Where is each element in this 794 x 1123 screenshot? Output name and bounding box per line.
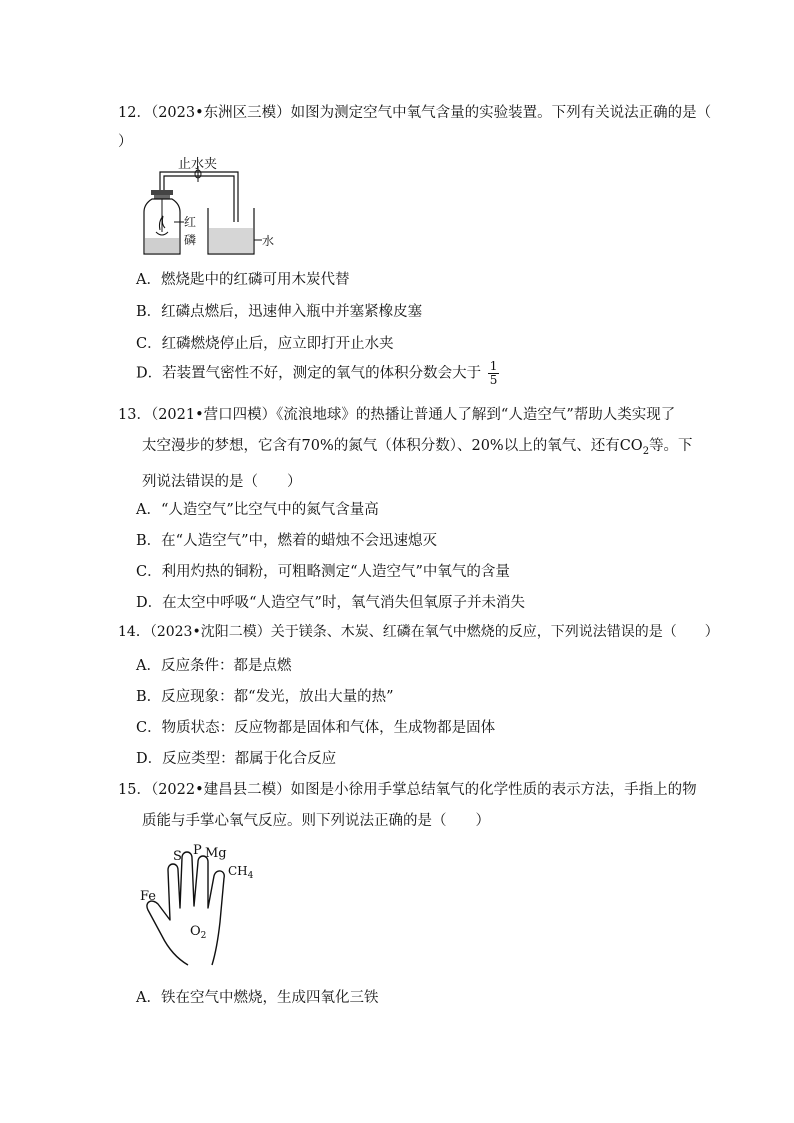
question-13-line-1: 13．（2021•营口四模）《流浪地球》的热播让普通人了解到“人造空气”帮助人类实现了 <box>118 407 676 423</box>
question-14-option-b[interactable]: B．反应现象：都“发光，放出大量的热” <box>136 689 394 705</box>
question-13-option-d[interactable]: D．在太空中呼吸“人造空气”时，氧气消失但氧原子并未消失 <box>136 595 525 611</box>
magnesium-label: Mg <box>205 846 227 861</box>
fraction-numerator: 1 <box>489 359 498 373</box>
clamp-label: 止水夹 <box>178 157 218 172</box>
iron-label: Fe <box>140 889 157 904</box>
question-13-line-2: 太空漫步的梦想，它含有70%的氮气（体积分数）、20%以上的氧气、还有$CO_2$等。下 <box>142 438 693 457</box>
phosphorus-element-label: P <box>193 843 202 858</box>
hand-figure <box>138 840 258 970</box>
question-12-option-b[interactable]: B．红磷点燃后，迅速伸入瓶中并塞紧橡皮塞 <box>136 304 423 320</box>
oxygen-experiment-figure <box>138 152 288 264</box>
question-13-option-a[interactable]: A．“人造空气”比空气中的氮气含量高 <box>136 502 379 518</box>
question-14-option-a[interactable]: A．反应条件：都是点燃 <box>136 658 292 674</box>
question-14-line-1: 14．（2023•沈阳二模）关于镁条、木炭、红磷在氧气中燃烧的反应，下列说法错误的是（ ） <box>118 624 719 640</box>
sulfur-label: S <box>173 849 182 864</box>
question-13-option-b[interactable]: B．在“人造空气”中，燃着的蜡烛不会迅速熄灭 <box>136 533 437 549</box>
question-15-option-a[interactable]: A．铁在空气中燃烧，生成四氧化三铁 <box>136 990 379 1006</box>
question-12-line-2: ） <box>118 134 133 150</box>
water-label: 水 <box>262 234 275 248</box>
question-14-option-c[interactable]: C．物质状态：反应物都是固体和气体，生成物都是固体 <box>136 720 496 736</box>
fraction-denominator: 5 <box>489 373 498 387</box>
question-15-line-2: 质能与手掌心氧气反应。则下列说法正确的是（ ） <box>142 813 490 829</box>
question-12-option-c[interactable]: C．红磷燃烧停止后，应立即打开止水夹 <box>136 336 394 352</box>
question-15-line-1: 15．（2022•建昌县二模）如图是小徐用手掌总结氧气的化学性质的表示方法，手指上的物 <box>118 782 697 798</box>
question-12-option-d[interactable] <box>136 360 499 387</box>
question-12-option-d-text: D．若装置气密性不好，测定的氧气的体积分数会大于 <box>136 365 482 382</box>
fraction <box>488 360 500 387</box>
phosphorus-label-1: 红 <box>184 215 197 229</box>
question-14-stem <box>118 617 719 648</box>
question-13-stem <box>118 400 693 498</box>
question-12-stem <box>118 98 712 155</box>
methane-label: $CH_4$ <box>228 864 254 881</box>
question-13-line-3: 列说法错误的是（ ） <box>142 473 302 490</box>
question-14-option-d[interactable]: D．反应类型：都属于化合反应 <box>136 751 337 767</box>
question-12-line-1: 12．（2023•东洲区三模）如图为测定空气中氧气含量的实验装置。下列有关说法正确的是（ <box>118 105 712 121</box>
question-12-option-a[interactable]: A．燃烧匙中的红磷可用木炭代替 <box>136 272 350 288</box>
question-15-stem <box>118 775 697 837</box>
question-13-option-c[interactable]: C．利用灼热的铜粉，可粗略测定“人造空气”中氧气的含量 <box>136 564 510 580</box>
oxygen-label: $O_2$ <box>190 924 207 941</box>
phosphorus-label-2: 磷 <box>184 233 197 247</box>
